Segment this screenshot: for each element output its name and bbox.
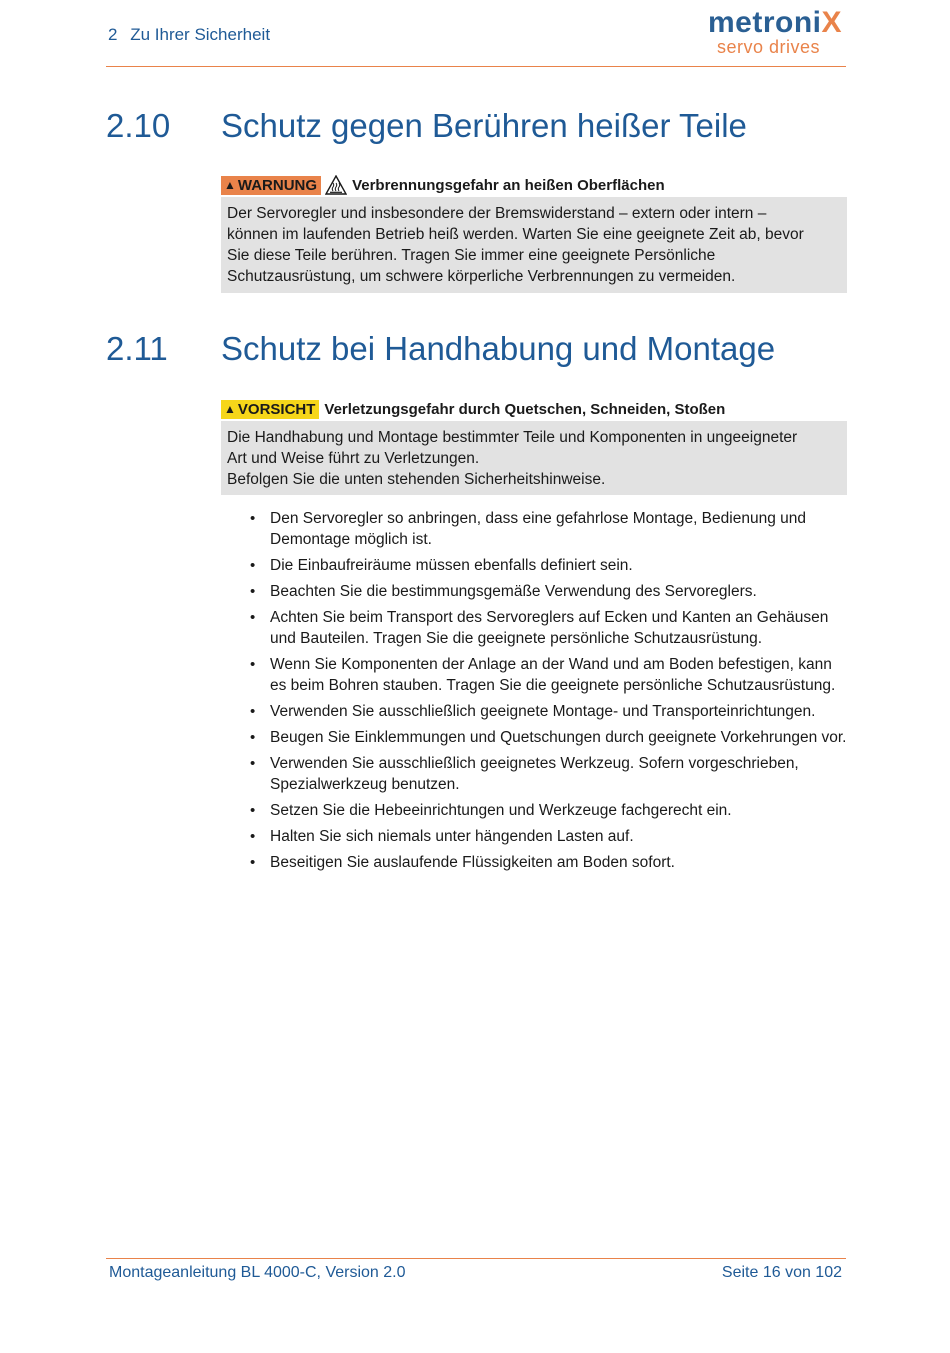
- list-item: • Verwenden Sie ausschließlich geeignetes Werkzeug. Sofern vorgeschrieben, Spezialwerkzeug benutzen.: [250, 753, 850, 795]
- section-title: Schutz gegen Berühren heißer Teile: [221, 107, 747, 144]
- warning-bar-warnung: [221, 174, 665, 196]
- list-item: • Beugen Sie Einklemmungen und Quetschungen durch geeignete Vorkehrungen vor.: [250, 727, 850, 748]
- signal-word-vorsicht: ▲ VORSICHT: [221, 400, 319, 419]
- list-item: • Beachten Sie die bestimmungsgemäße Verwendung des Servoreglers.: [250, 581, 850, 602]
- list-item: • Halten Sie sich niemals unter hängenden Lasten auf.: [250, 826, 850, 847]
- warning-text-box: [221, 197, 847, 293]
- warning-bar-vorsicht: [221, 398, 725, 420]
- metronix-logo: [692, 6, 842, 56]
- caution-text-line: Art und Weise führt zu Verletzungen.: [227, 450, 480, 467]
- list-item: • Die Einbaufreiräume müssen ebenfalls definiert sein.: [250, 555, 850, 576]
- warning-triangle-icon: ▲: [224, 178, 236, 192]
- warning-text-line: Schutzausrüstung, um schwere körperliche Verbrennungen zu vermeiden.: [227, 268, 736, 285]
- page-number: Seite 16 von 102: [721, 1264, 842, 1281]
- caution-text-line: Die Handhabung und Montage bestimmter Teile und Komponenten in ungeeigneter: [227, 429, 798, 446]
- list-item: • Beseitigen Sie auslaufende Flüssigkeiten am Boden sofort.: [250, 852, 850, 873]
- caution-text-line: Befolgen Sie die unten stehenden Sicherheitshinweise.: [227, 471, 606, 488]
- list-item: • Verwenden Sie ausschließlich geeignete Montage- und Transporteinrichtungen.: [250, 701, 850, 722]
- section-title: Schutz bei Handhabung und Montage: [221, 330, 776, 367]
- page-header: [106, 0, 846, 67]
- warning-text-line: Sie diese Teile berühren. Tragen Sie immer eine geeignete Persönliche: [227, 247, 716, 264]
- page-footer: [106, 1258, 846, 1281]
- safety-instructions-list: [250, 508, 850, 878]
- section-number: 2.10: [106, 107, 171, 144]
- caution-text-box: [221, 421, 847, 495]
- section-number: 2.11: [106, 330, 168, 367]
- logo-wordmark: metroniX: [707, 6, 842, 39]
- warning-text-line: können im laufenden Betrieb heiß werden. Warten Sie eine geeignete Zeit ab, bevor: [227, 226, 804, 243]
- warning-triangle-icon: ▲: [224, 402, 236, 416]
- list-item: • Setzen Sie die Hebeeinrichtungen und Werkzeuge fachgerecht ein.: [250, 800, 850, 821]
- warning-title: Verletzungsgefahr durch Quetschen, Schneiden, Stoßen: [324, 400, 726, 418]
- document-title: Montageanleitung BL 4000-C, Version 2.0: [109, 1264, 406, 1281]
- chapter-number: 2: [108, 25, 118, 44]
- signal-word-warnung: ▲ WARNUNG: [221, 176, 321, 195]
- warning-text-line: Der Servoregler und insbesondere der Bremswiderstand – extern oder intern –: [227, 205, 767, 222]
- logo-tagline: servo drives: [716, 37, 820, 57]
- list-item: • Achten Sie beim Transport des Servoreglers auf Ecken und Kanten an Gehäusen und Bauteilen. Tragen Sie die geeignete persönliche Schutzausrüstung.: [250, 607, 850, 649]
- section-heading-2-10: [106, 107, 747, 145]
- chapter-heading: [108, 25, 270, 45]
- list-item: • Wenn Sie Komponenten der Anlage an der Wand und am Boden befestigen, kann es beim Bohren stauben. Tragen Sie die geeignete persönliche Schutzausrüstung.: [250, 654, 850, 696]
- list-item: • Den Servoregler so anbringen, dass eine gefahrlose Montage, Bedienung und Demontage möglich ist.: [250, 508, 850, 550]
- chapter-title: Zu Ihrer Sicherheit: [130, 25, 271, 44]
- hot-surface-icon: [325, 175, 347, 195]
- warning-title: Verbrennungsgefahr an heißen Oberflächen: [352, 176, 665, 194]
- section-heading-2-11: [106, 330, 775, 368]
